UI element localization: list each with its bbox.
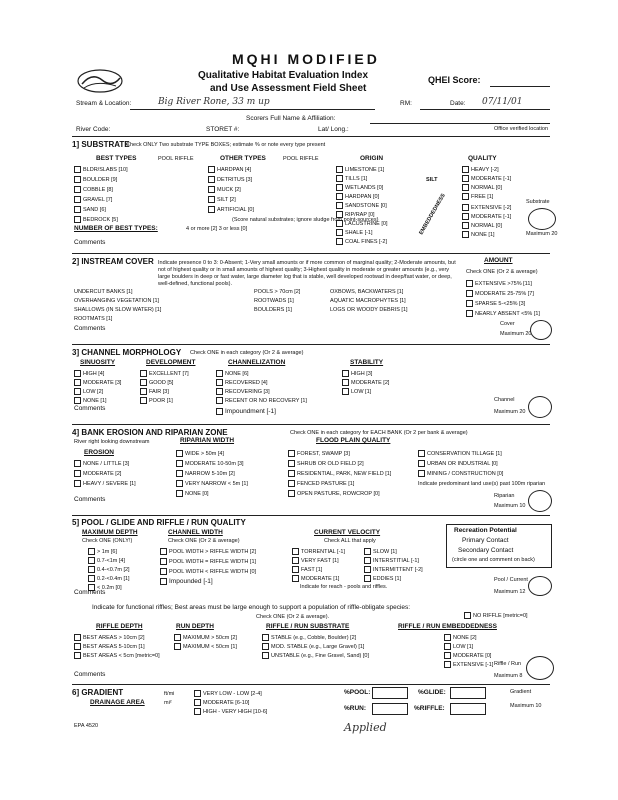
section-1-maximum: Maximum 20 — [526, 231, 558, 237]
origin-wetlands[interactable]: WETLANDS [0] — [336, 184, 383, 191]
pct-run-field[interactable] — [372, 703, 408, 715]
pct-glide-field[interactable] — [450, 687, 486, 699]
depth-0-4m[interactable]: 0.4-<0.7m [2] — [88, 566, 130, 573]
run-depth-max-under-50[interactable]: MAXIMUM < 50cm [1] — [174, 643, 237, 650]
substrate-unstable[interactable]: UNSTABLE (e.g., Fine Gravel, Sand) [0] — [262, 652, 369, 659]
stream-location-label: Stream & Location: — [76, 100, 132, 107]
handwritten-note: Applied — [344, 721, 387, 734]
erosion-moderate[interactable]: MODERATE [2] — [74, 470, 121, 477]
cover-shallows[interactable]: SHALLOWS (IN SLOW WATER) [1] — [74, 307, 162, 313]
best-type-bldr[interactable]: BLDR/SLABS [10] — [74, 166, 128, 173]
embed-moderate[interactable]: MODERATE [0] — [444, 652, 491, 659]
section-2-comments: Comments — [74, 325, 106, 332]
impounded-option[interactable]: Impounded [-1] — [160, 578, 213, 586]
stream-location-value: Big River Rone, 33 m up — [158, 97, 270, 107]
channelization-recovering[interactable]: RECOVERING [3] — [216, 388, 270, 395]
primary-contact[interactable]: Primary Contact — [462, 537, 509, 544]
depth-0-2m[interactable]: 0.2-<0.4m [1] — [88, 575, 130, 582]
origin-coal-fines[interactable]: COAL FINES [-2] — [336, 238, 387, 245]
page-subtitle-1: Qualitative Habitat Evaluation Index — [198, 70, 369, 81]
qhei-score-label: QHEI Score: — [428, 75, 481, 85]
best-type-gravel[interactable]: GRAVEL [7] — [74, 196, 112, 203]
section-3-title: 3] CHANNEL MORPHOLOGY — [72, 348, 182, 357]
substrate-score-label: Substrate — [526, 199, 550, 205]
channelization-recovered[interactable]: RECOVERED [4] — [216, 379, 267, 386]
origin-lacustrine[interactable]: LACUSTRINE [0] — [336, 220, 387, 227]
section-2-title: 2] INSTREAM COVER — [72, 257, 154, 266]
max-depth-check: Check ONE (ONLY!) — [82, 538, 133, 544]
amount-extensive[interactable]: EXTENSIVE >75% [11] — [466, 280, 532, 287]
gradient-high[interactable]: HIGH - VERY HIGH [10-6] — [194, 708, 267, 715]
pct-riffle-field[interactable] — [450, 703, 486, 715]
velocity-footnote: Indicate for reach - pools and riffles. — [300, 584, 388, 590]
riffle-depth-best-5-10[interactable]: BEST AREAS 5-10cm [1] — [74, 643, 145, 650]
sinuosity-heading: SINUOSITY — [80, 359, 116, 366]
pool-riffle-heading-1: POOL RIFFLE — [158, 156, 194, 162]
development-fair[interactable]: FAIR [3] — [140, 388, 169, 395]
cover-score-oval[interactable] — [530, 320, 552, 340]
origin-sandstone[interactable]: SANDSTONE [0] — [336, 202, 387, 209]
sinuosity-moderate[interactable]: MODERATE [3] — [74, 379, 121, 386]
office-label: Office verified location — [494, 126, 549, 132]
river-right-note: River right looking downstream — [74, 439, 150, 445]
cover-undercut-banks[interactable]: UNDERCUT BANKS [1] — [74, 289, 133, 295]
embed-low[interactable]: LOW [1] — [444, 643, 473, 650]
channelization-recent[interactable]: RECENT OR NO RECOVERY [1] — [216, 397, 307, 404]
section-2-maximum: Maximum 20 — [500, 331, 532, 337]
other-type-muck[interactable]: MUCK [2] — [208, 186, 241, 193]
origin-heading: ORIGIN — [360, 155, 384, 162]
page-subtitle-2: and Use Assessment Field Sheet — [210, 83, 367, 94]
pct-pool-label: %POOL: — [344, 689, 371, 696]
cover-pools[interactable]: POOLS > 70cm [2] — [254, 289, 301, 295]
pct-riffle-label: %RIFFLE: — [414, 705, 445, 712]
scorers-label: Scorers Full Name & Affiliation: — [246, 115, 336, 122]
section-2-instructions: Indicate presence 0 to 3: 0-Absent; 1-Very small amounts or if more common of marginal quality; 2-Moderate amounts, but not of highest quality or in small amounts of highest quality; 3-Highest quality in moderate or greater amounts (e.g., very large boulders in deep or fast water, large diameter log that is stable, well developed rootwad in deep/fast water, or deep, well-defined, functional pools). — [158, 260, 456, 287]
fp-fenced-pasture[interactable]: FENCED PASTURE [1] — [288, 480, 354, 487]
amount-nearly-absent[interactable]: NEARLY ABSENT <5% [1] — [466, 310, 540, 317]
channel-width-check: Check ONE (Or 2 & average) — [168, 538, 240, 544]
amount-sparse[interactable]: SPARSE 5-<25% [3] — [466, 300, 525, 307]
section-4-comments: Comments — [74, 496, 106, 503]
velocity-fast[interactable]: FAST [1] — [292, 566, 322, 573]
number-best-types-label: NUMBER OF BEST TYPES: — [74, 225, 158, 232]
section-1-instructions: Check ONLY Two substrate TYPE BOXES; estimate % or note every type present — [126, 142, 326, 148]
run-depth-max-50[interactable]: MAXIMUM > 50cm [2] — [174, 634, 237, 641]
current-velocity-heading: CURRENT VELOCITY — [314, 529, 381, 536]
sludge-note: (Score natural substrates; ignore sludge from point-sources) — [232, 217, 379, 223]
best-type-sand[interactable]: SAND [6] — [74, 206, 106, 213]
riparian-score-oval[interactable] — [528, 490, 552, 512]
section-1-comments: Comments — [74, 239, 106, 246]
riffle-substrate-heading: RIFFLE / RUN SUBSTRATE — [266, 623, 350, 630]
embed-extensive[interactable]: EXTENSIVE [-1] — [444, 661, 493, 668]
substrate-mod-stable[interactable]: MOD. STABLE (e.g., Large Gravel) [1] — [262, 643, 364, 650]
quality-silt-moderate[interactable]: MODERATE [-1] — [462, 175, 511, 182]
channelization-heading: CHANNELIZATION — [228, 359, 286, 366]
stability-moderate[interactable]: MODERATE [2] — [342, 379, 389, 386]
section-6-maximum: Maximum 10 — [510, 703, 542, 709]
origin-shale[interactable]: SHALE [-1] — [336, 229, 373, 236]
river-code-label: River Code: — [76, 126, 111, 133]
section-6-title: 6] GRADIENT — [72, 688, 124, 697]
section-4-maximum: Maximum 10 — [494, 503, 526, 509]
best-types-heading: BEST TYPES — [96, 155, 137, 162]
section-3-comments: Comments — [74, 405, 106, 412]
channel-width-heading: CHANNEL WIDTH — [168, 529, 223, 536]
secondary-contact[interactable]: Secondary Contact — [458, 547, 514, 554]
width-very-narrow[interactable]: VERY NARROW < 5m [1] — [176, 480, 248, 487]
quality-embed-none[interactable]: NONE [1] — [462, 231, 495, 238]
cover-rootwads[interactable]: ROOTWADS [1] — [254, 298, 294, 304]
fp-forest[interactable]: FOREST, SWAMP [3] — [288, 450, 350, 457]
origin-limestone[interactable]: LIMESTONE [1] — [336, 166, 384, 173]
channelization-impoundment[interactable]: Impoundment [-1] — [216, 408, 276, 416]
origin-hardpan[interactable]: HARDPAN [0] — [336, 193, 379, 200]
other-type-artificial[interactable]: ARTIFICIAL [0] — [208, 206, 254, 213]
section-5-maximum: Maximum 12 — [494, 589, 526, 595]
embeddedness-label: EMBEDDEDNESS — [418, 192, 447, 236]
channel-score-oval[interactable] — [528, 396, 552, 418]
section-1-title: 1] SUBSTRATE — [72, 140, 130, 149]
date-label: Date: — [450, 100, 466, 107]
development-heading: DEVELOPMENT — [146, 359, 196, 366]
quality-silt-free[interactable]: FREE [1] — [462, 193, 493, 200]
fp-urban[interactable]: URBAN OR INDUSTRIAL [0] — [418, 460, 498, 467]
stability-low[interactable]: LOW [1] — [342, 388, 371, 395]
velocity-intermittent[interactable]: INTERMITTENT [-2] — [364, 566, 423, 573]
channel-score-label: Channel — [494, 397, 515, 403]
fp-shrub[interactable]: SHRUB OR OLD FIELD [2] — [288, 460, 364, 467]
section-4-instructions: Check ONE in each category for EACH BANK (Or 2 per bank & average) — [290, 430, 468, 436]
best-type-cobble[interactable]: COBBLE [8] — [74, 186, 113, 193]
depth-over-1m[interactable]: > 1m [6] — [88, 548, 117, 555]
section-3-instructions: Check ONE in each category (Or 2 & average) — [190, 350, 304, 356]
origin-riprap[interactable]: RIP/RAP [0] — [336, 211, 375, 218]
recreation-note: (circle one and comment on back) — [452, 557, 535, 563]
best-type-bedrock[interactable]: BEDROCK [5] — [74, 216, 118, 223]
riffle-embeddedness-heading: RIFFLE / RUN EMBEDDEDNESS — [398, 623, 497, 630]
recreation-heading: Recreation Potential — [454, 527, 517, 534]
best-type-boulder[interactable]: BOULDER [9] — [74, 176, 117, 183]
velocity-note: Check ALL that apply — [324, 538, 376, 544]
erosion-none-little[interactable]: NONE / LITTLE [3] — [74, 460, 129, 467]
other-type-silt[interactable]: SILT [2] — [208, 196, 236, 203]
sinuosity-high[interactable]: HIGH [4] — [74, 370, 104, 377]
quality-silt-heavy[interactable]: HEAVY [-2] — [462, 166, 499, 173]
origin-tills[interactable]: TILLS [1] — [336, 175, 367, 182]
date-value: 07/11/01 — [482, 97, 523, 107]
quality-embed-moderate[interactable]: MODERATE [-1] — [462, 213, 511, 220]
velocity-interstitial[interactable]: INTERSTITIAL [-1] — [364, 557, 419, 564]
width-none[interactable]: NONE [0] — [176, 490, 209, 497]
riffle-score-label: Riffle / Run — [494, 661, 522, 667]
cover-boulders[interactable]: BOULDERS [1] — [254, 307, 292, 313]
quality-silt-normal[interactable]: NORMAL [0] — [462, 184, 502, 191]
cover-woody-debris[interactable]: LOGS OR WOODY DEBRIS [1] — [330, 307, 408, 313]
stability-heading: STABILITY — [350, 359, 384, 366]
page-title: MQHI MODIFIED — [232, 51, 380, 67]
substrate-stable[interactable]: STABLE (e.g., Cobble, Boulder) [2] — [262, 634, 356, 641]
sinuosity-low[interactable]: LOW [2] — [74, 388, 103, 395]
sinuosity-none[interactable]: NONE [1] — [74, 397, 107, 404]
velocity-slow[interactable]: SLOW [1] — [364, 548, 397, 555]
cover-overhanging-vegetation[interactable]: OVERHANGING VEGETATION [1] — [74, 298, 160, 304]
pct-glide-label: %GLIDE: — [418, 689, 446, 696]
fp-residential[interactable]: RESIDENTIAL, PARK, NEW FIELD [1] — [288, 470, 391, 477]
pool-riffle-heading-2: POOL RIFFLE — [283, 156, 319, 162]
embed-none[interactable]: NONE [2] — [444, 634, 477, 641]
pool-score-oval[interactable] — [528, 576, 552, 596]
riffle-depth-best-5[interactable]: BEST AREAS < 5cm [metric=0] — [74, 652, 160, 659]
silt-label: SILT — [426, 177, 438, 183]
run-depth-heading: RUN DEPTH — [176, 623, 214, 630]
fp-open-pasture[interactable]: OPEN PASTURE, ROWCROP [0] — [288, 490, 380, 497]
section-4-title: 4] BANK EROSION AND RIPARIAN ZONE — [72, 428, 228, 437]
cover-oxbows[interactable]: OXBOWS, BACKWATERS [1] — [330, 289, 404, 295]
velocity-eddies[interactable]: EDDIES [1] — [364, 575, 401, 582]
cover-score-label: Cover — [500, 321, 515, 327]
width-moderate[interactable]: MODERATE 10-50m [3] — [176, 460, 244, 467]
drainage-area-label: DRAINAGE AREA — [90, 699, 145, 706]
pool-width-less[interactable]: POOL WIDTH < RIFFLE WIDTH [0] — [160, 568, 256, 575]
development-excellent[interactable]: EXCELLENT [7] — [140, 370, 189, 377]
rm-label: RM: — [400, 100, 412, 107]
section-3-maximum: Maximum 20 — [494, 409, 526, 415]
land-use-note: Indicate predominant land use(s) past 100m riparian — [418, 481, 546, 487]
stability-high[interactable]: HIGH [3] — [342, 370, 372, 377]
other-type-hardpan[interactable]: HARDPAN [4] — [208, 166, 251, 173]
velocity-torrential[interactable]: TORRENTIAL [-1] — [292, 548, 345, 555]
page-code: EPA 4520 — [74, 723, 99, 729]
quality-embed-extensive[interactable]: EXTENSIVE [-2] — [462, 204, 511, 211]
riffle-comments: Comments — [74, 671, 106, 678]
quality-heading: QUALITY — [468, 155, 497, 162]
erosion-heading: EROSION — [84, 449, 114, 456]
velocity-moderate[interactable]: MODERATE [1] — [292, 575, 339, 582]
fp-mining[interactable]: MINING / CONSTRUCTION [0] — [418, 470, 503, 477]
channelization-none[interactable]: NONE [6] — [216, 370, 249, 377]
development-poor[interactable]: POOR [1] — [140, 397, 173, 404]
erosion-heavy[interactable]: HEAVY / SEVERE [1] — [74, 480, 136, 487]
other-types-heading: OTHER TYPES — [220, 155, 266, 162]
pool-width-equal[interactable]: POOL WIDTH = RIFFLE WIDTH [1] — [160, 558, 256, 565]
riffle-intro: Indicate for functional riffles; Best areas must be large enough to support a population of riffle-obligate species: — [92, 604, 411, 611]
pct-run-label: %RUN: — [344, 705, 367, 712]
floodplain-quality-heading: FLOOD PLAIN QUALITY — [316, 437, 391, 444]
cover-rootmats[interactable]: ROOTMATS [1] — [74, 316, 113, 322]
section-5-comments: Comments — [74, 589, 106, 596]
depth-0-7m[interactable]: 0.7-<1m [4] — [88, 557, 125, 564]
no-riffle-option[interactable]: NO RIFFLE [metric=0] — [464, 612, 528, 619]
depth-under-0-2m[interactable]: < 0.2m [0] — [88, 584, 122, 591]
gradient-score-label: Gradient — [510, 689, 532, 695]
latlong-label: Lat/ Long.: — [318, 126, 349, 133]
pct-pool-field[interactable] — [372, 687, 408, 699]
riffle-depth-heading: RIFFLE DEPTH — [96, 623, 143, 630]
quality-embed-normal[interactable]: NORMAL [0] — [462, 222, 502, 229]
max-depth-heading: MAXIMUM DEPTH — [82, 529, 138, 536]
number-best-types-note: 4 or more [2] 3 or less [0] — [186, 226, 248, 232]
gradient-very-low[interactable]: VERY LOW - LOW [2-4] — [194, 690, 262, 697]
pool-score-label: Pool / Current — [494, 577, 528, 583]
amount-heading: AMOUNT — [484, 257, 513, 264]
cover-macrophytes[interactable]: AQUATIC MACROPHYTES [1] — [330, 298, 406, 304]
pool-width-greater[interactable]: POOL WIDTH > RIFFLE WIDTH [2] — [160, 548, 256, 555]
riparian-width-heading: RIPARIAN WIDTH — [180, 437, 235, 444]
drainage-unit: mi² — [164, 700, 172, 706]
velocity-very-fast[interactable]: VERY FAST [1] — [292, 557, 339, 564]
other-type-detritus[interactable]: DETRITUS [3] — [208, 176, 252, 183]
storet-label: STORET #: — [206, 126, 240, 133]
gradient-unit: ft/mi — [164, 691, 175, 697]
substrate-score-oval[interactable] — [528, 208, 556, 230]
riffle-maximum: Maximum 8 — [494, 673, 523, 679]
amount-moderate[interactable]: MODERATE 25-75% [7] — [466, 290, 534, 297]
gradient-moderate[interactable]: MODERATE [6-10] — [194, 699, 249, 706]
amount-check-one: Check ONE (Or 2 & average) — [466, 269, 538, 275]
riffle-score-oval[interactable] — [526, 656, 554, 680]
width-wide[interactable]: WIDE > 50m [4] — [176, 450, 224, 457]
section-5-title: 5] POOL / GLIDE AND RIFFLE / RUN QUALITY — [72, 518, 246, 527]
agency-logo — [76, 68, 124, 94]
development-good[interactable]: GOOD [5] — [140, 379, 173, 386]
riffle-check-one: Check ONE (Or 2 & average). — [256, 614, 330, 620]
width-narrow[interactable]: NARROW 5-10m [2] — [176, 470, 235, 477]
riffle-depth-best-10[interactable]: BEST AREAS > 10cm [2] — [74, 634, 145, 641]
riparian-score-label: Riparian — [494, 493, 515, 499]
fp-conservation-tillage[interactable]: CONSERVATION TILLAGE [1] — [418, 450, 502, 457]
